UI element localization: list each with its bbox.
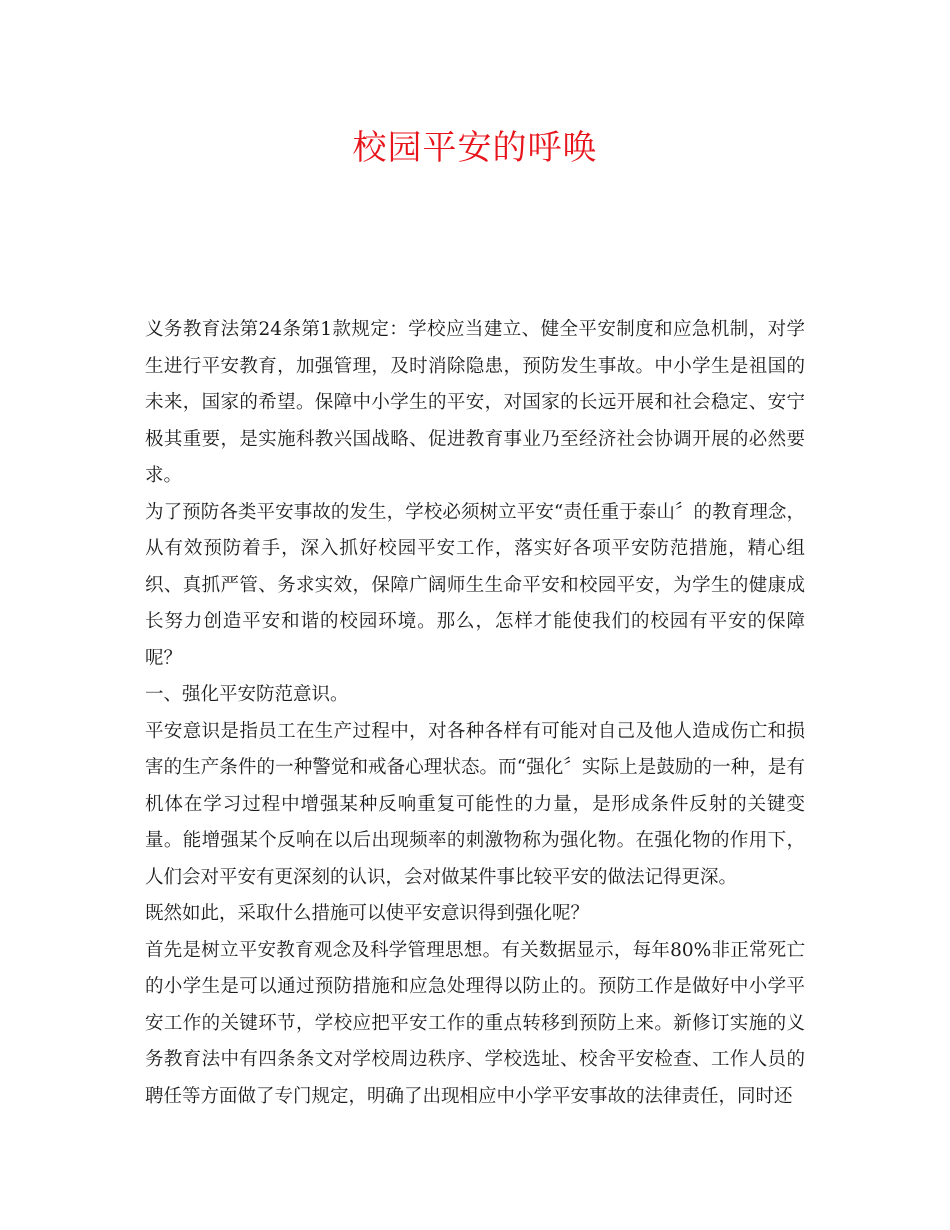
page-title: 校园平安的呼唤 xyxy=(352,128,598,168)
paragraph-1: 义务教育法第24条第1款规定：学校应当建立、健全平安制度和应急机制，对学生进行平安教育，加强管理，及时消除隐患，预防发生事故。中小学生是祖国的未来，国家的希望。保障中小学生的平安，对国家的长远开展和社会稳定、安宁极其重要，是实施科教兴国战略、促进教育事业乃至经济社会协调开展的必然要求。 xyxy=(145,319,805,486)
paragraph-2: 为了预防各类平安事故的发生，学校必须树立平安“责任重于泰山〞的教育理念，从有效预防着手，深入抓好校园平安工作，落实好各项平安防范措施，精心组织、真抓严管、务求实效，保障广阔师生生命平安和校园平安，为学生的健康成长努力创造平安和谐的校园环境。那么，怎样才能使我们的校园有平安的保障呢？ xyxy=(145,501,805,669)
paragraph-4: 既然如此，采取什么措施可以使平安意识得到强化呢？ xyxy=(145,903,590,924)
section-heading-1: 一、强化平安防范意识。 xyxy=(145,684,349,705)
paragraph-3: 平安意识是指员工在生产过程中，对各种各样有可能对自己及他人造成伤亡和损害的生产条件的一种警觉和戒备心理状态。而“强化〞实际上是鼓励的一种，是有机体在学习过程中增强某种反响重复可能性的力量，是形成条件反射的关键变量。能增强某个反响在以后出现频率的刺激物称为强化物。在强化物的作用下，人们会对平安有更深刻的认识，会对做某件事比较平安的做法记得更深。 xyxy=(145,720,805,888)
paragraph-5: 首先是树立平安教育观念及科学管理思想。有关数据显示，每年80%非正常死亡的小学生是可以通过预防措施和应急处理得以防止的。预防工作是做好中小学平安工作的关键环节，学校应把平安工作的重点转移到预防上来。新修订实施的义务教育法中有四条条文对学校周边秩序、学校选址、校舍平安检查、工作人员的聘任等方面做了专门规定，明确了出现相应中小学平安事故的法律责任，同时还 xyxy=(145,939,805,1107)
document-body xyxy=(145,312,805,1115)
